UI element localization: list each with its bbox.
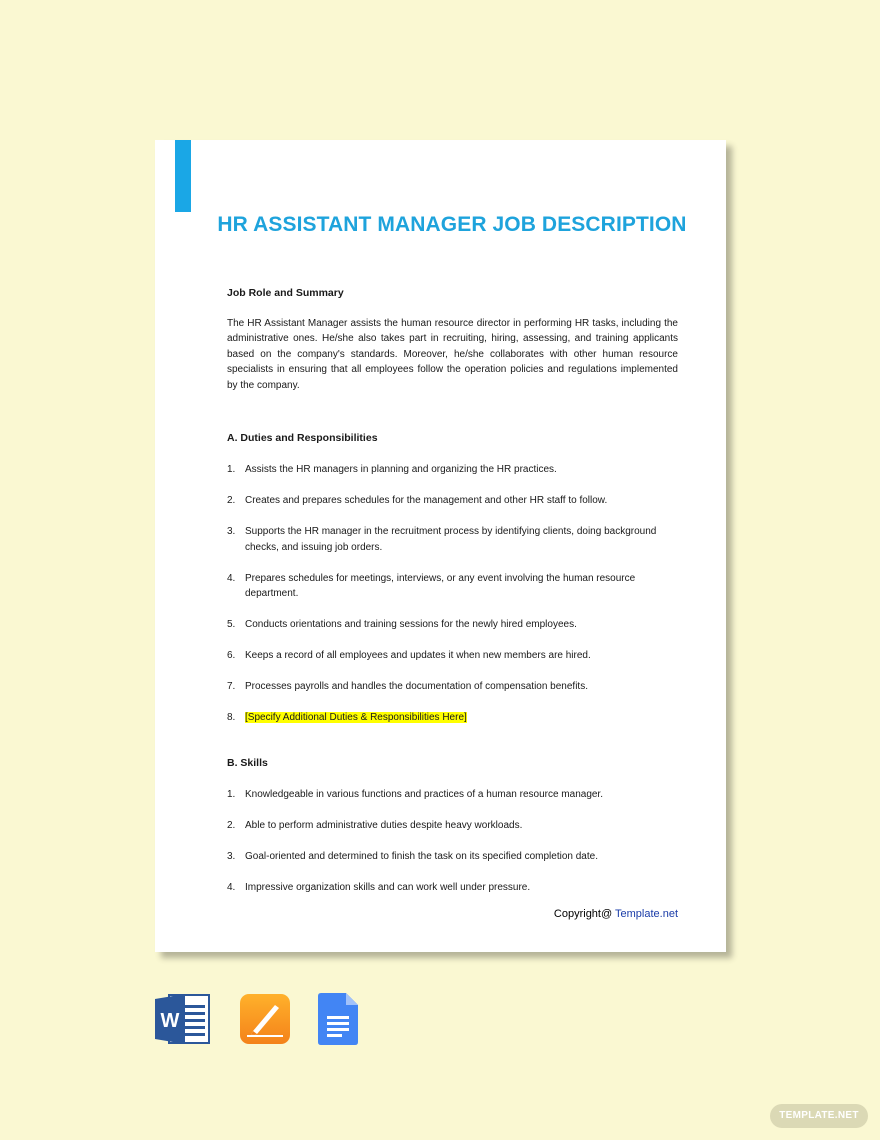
google-docs-icon[interactable]	[318, 993, 358, 1050]
summary-heading: Job Role and Summary	[227, 287, 344, 299]
list-item: 6. Keeps a record of all employees and updates it when new members are hired.	[227, 650, 591, 661]
list-item: 4. Impressive organization skills and can work well under pressure.	[227, 881, 531, 893]
duties-heading: A. Duties and Responsibilities	[227, 432, 378, 444]
list-item: 1. Knowledgeable in various functions and practices of a human resource manager.	[227, 788, 603, 800]
list-item: 3. Supports the HR manager in the recruitment process by identifying clients, doing background checks, and issuing job orders.	[227, 526, 657, 553]
list-item: 8. [Specify Additional Duties & Responsibilities Here]	[227, 712, 467, 723]
pages-icon[interactable]	[239, 993, 291, 1050]
list-item: 4. Prepares schedules for meetings, interviews, or any event involving the human resource department.	[227, 572, 636, 599]
document-content	[227, 286, 678, 895]
watermark-badge: TEMPLATE.NET	[770, 1104, 868, 1128]
list-item: 1. Assists the HR managers in planning and organizing the HR practices.	[227, 464, 557, 475]
list-item: 5. Conducts orientations and training sessions for the newly hired employees.	[227, 619, 577, 630]
summary-paragraph: The HR Assistant Manager assists the human resource director in performing HR tasks, including the administrative ones. He/she also takes part in recruiting, hiring, assessing, and training applicants based on the company's standards. Moreover, he/she collaborates with other human resource specialists in ensuring that all employees follow the operation policies and regulations implemented by the company.	[227, 317, 678, 391]
list-item: 2. Creates and prepares schedules for the management and other HR staff to follow.	[227, 495, 608, 506]
document-title: HR ASSISTANT MANAGER JOB DESCRIPTION	[217, 213, 687, 236]
copyright: Copyright@ Template.net	[553, 908, 678, 920]
duties-list	[227, 462, 678, 726]
skills-list	[227, 787, 678, 896]
list-item: 7. Processes payrolls and handles the documentation of compensation benefits.	[227, 681, 588, 692]
copyright-link[interactable]: Template.net	[615, 908, 678, 920]
skills-heading: B. Skills	[227, 756, 268, 769]
list-item: 3. Goal-oriented and determined to finish the task on its specified completion date.	[227, 850, 598, 862]
list-item: 2. Able to perform administrative duties despite heavy workloads.	[227, 819, 523, 831]
word-icon[interactable]	[155, 993, 211, 1050]
svg-text:W: W	[160, 1010, 180, 1032]
document-page	[155, 140, 726, 952]
placeholder-highlight: [Specify Additional Duties & Responsibilities Here]	[245, 712, 467, 723]
accent-bar	[175, 140, 191, 212]
